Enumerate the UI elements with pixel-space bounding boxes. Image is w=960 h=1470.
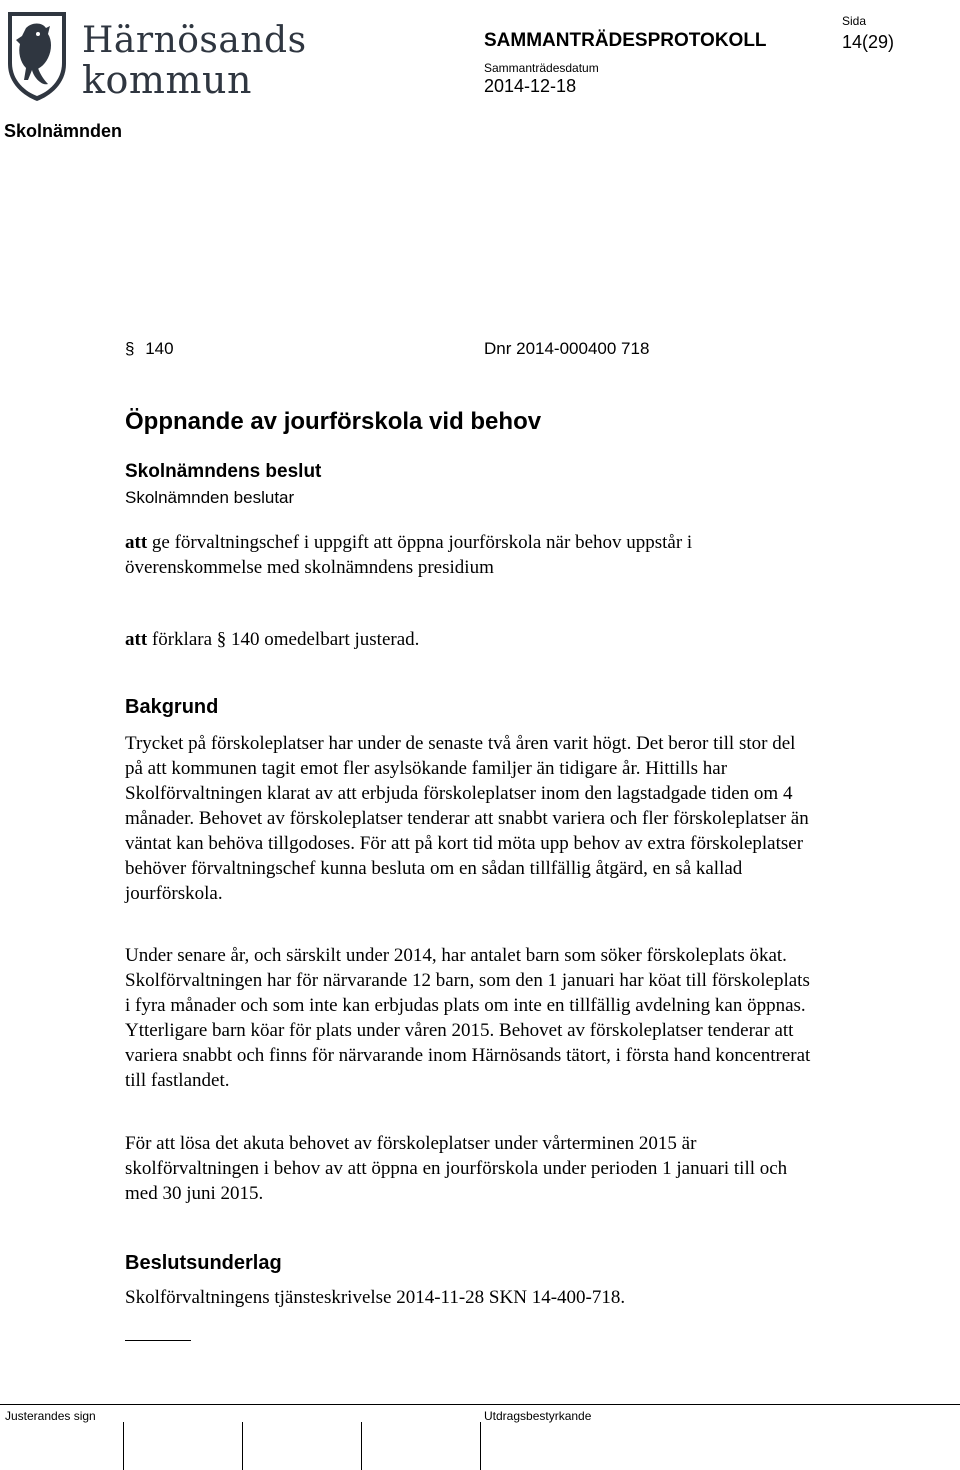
extract-certification-label: Utdragsbestyrkande [484, 1409, 592, 1423]
protocol-title: SAMMANTRÄDESPROTOKOLL [484, 30, 767, 51]
paragraph-symbol: § [125, 339, 135, 358]
signature-box-divider [361, 1422, 362, 1470]
coat-of-arms-icon [4, 6, 70, 102]
decides-line: Skolnämnden beslutar [125, 488, 295, 507]
basis-text: Skolförvaltningens tjänsteskrivelse 2014-11-28 SKN 14-400-718. [125, 1287, 626, 1308]
meeting-date-value: 2014-12-18 [484, 76, 577, 96]
closing-rule [125, 1340, 191, 1341]
page-title: Öppnande av jourförskola vid behov [125, 408, 542, 435]
item-number [125, 339, 174, 359]
meeting-date-label: Sammanträdesdatum [484, 61, 599, 75]
adjuster-signature-label: Justerandes sign [5, 1409, 96, 1423]
item-number-value: 140 [145, 339, 174, 358]
decision-clause-1-text: ge förvaltningschef i uppgift att öppna jourförskola när behov uppstår i överenskommelse med skolnämndens presidium [125, 532, 693, 578]
decision-clause-2-text: förklara § 140 omedelbart justerad. [147, 629, 420, 650]
logo-text-kommun: kommun [82, 58, 252, 102]
signature-box-divider [242, 1422, 243, 1470]
footer-divider [0, 1404, 960, 1405]
basis-heading: Beslutsunderlag [125, 1252, 282, 1274]
att-keyword: att [125, 629, 148, 650]
page-label: Sida [842, 14, 867, 28]
registration-number: Dnr 2014-000400 718 [484, 339, 650, 358]
committee-name: Skolnämnden [4, 121, 123, 141]
background-paragraph-1: Trycket på förskoleplatser har under de senaste två åren varit högt. Det beror till stor del på att kommunen tagit emot fler asylsökande familjer än tidigare år. Hittills har Skolförvaltningen klarat av att erbjuda förskoleplatser inom den lagstadgade tiden om 4 månader. Behovet av förskoleplatser tenderar att snabbt variera och fler förskoleplatser än väntat kan behöva tillgodoses. För att på kort tid möta upp behov av extra förskoleplatser behöver förvaltningschef kunna besluta om en sådan tillfällig åtgärd, en så kallad jourförskola. [125, 733, 809, 904]
background-paragraph-2: Under senare år, och särskilt under 2014, har antalet barn som söker förskoleplats ökat. Skolförvaltningen har för närvarande 12 barn, som den 1 januari har köat till förskoleplats i fyra månader och som inte kan erbjudas plats om inte en tillfällig avdelning kan öppnas. Ytterligare barn köar för plats under våren 2015. Behovet av förskoleplatser tenderar att variera snabbt och finns för närvarande inom Härnösands tätort, i första hand koncentrerat till fastlandet. [125, 945, 811, 1091]
background-paragraph-3: För att lösa det akuta behovet av förskoleplatser under vårterminen 2015 är skolförvaltningen i behov av att öppna en jourförskola under perioden 1 januari till och med 30 juni 2015. [125, 1133, 788, 1204]
att-keyword: att [125, 532, 148, 553]
page-number: 14(29) [842, 32, 895, 52]
municipality-logo [0, 6, 307, 102]
signature-box-divider [480, 1422, 481, 1470]
logo-text-harnosands: Härnösands [82, 20, 307, 61]
decision-clause-2 [125, 627, 815, 652]
decision-clause-1 [125, 530, 815, 580]
signature-box-divider [123, 1422, 124, 1470]
background-heading: Bakgrund [125, 696, 219, 718]
decision-heading: Skolnämndens beslut [125, 461, 322, 482]
